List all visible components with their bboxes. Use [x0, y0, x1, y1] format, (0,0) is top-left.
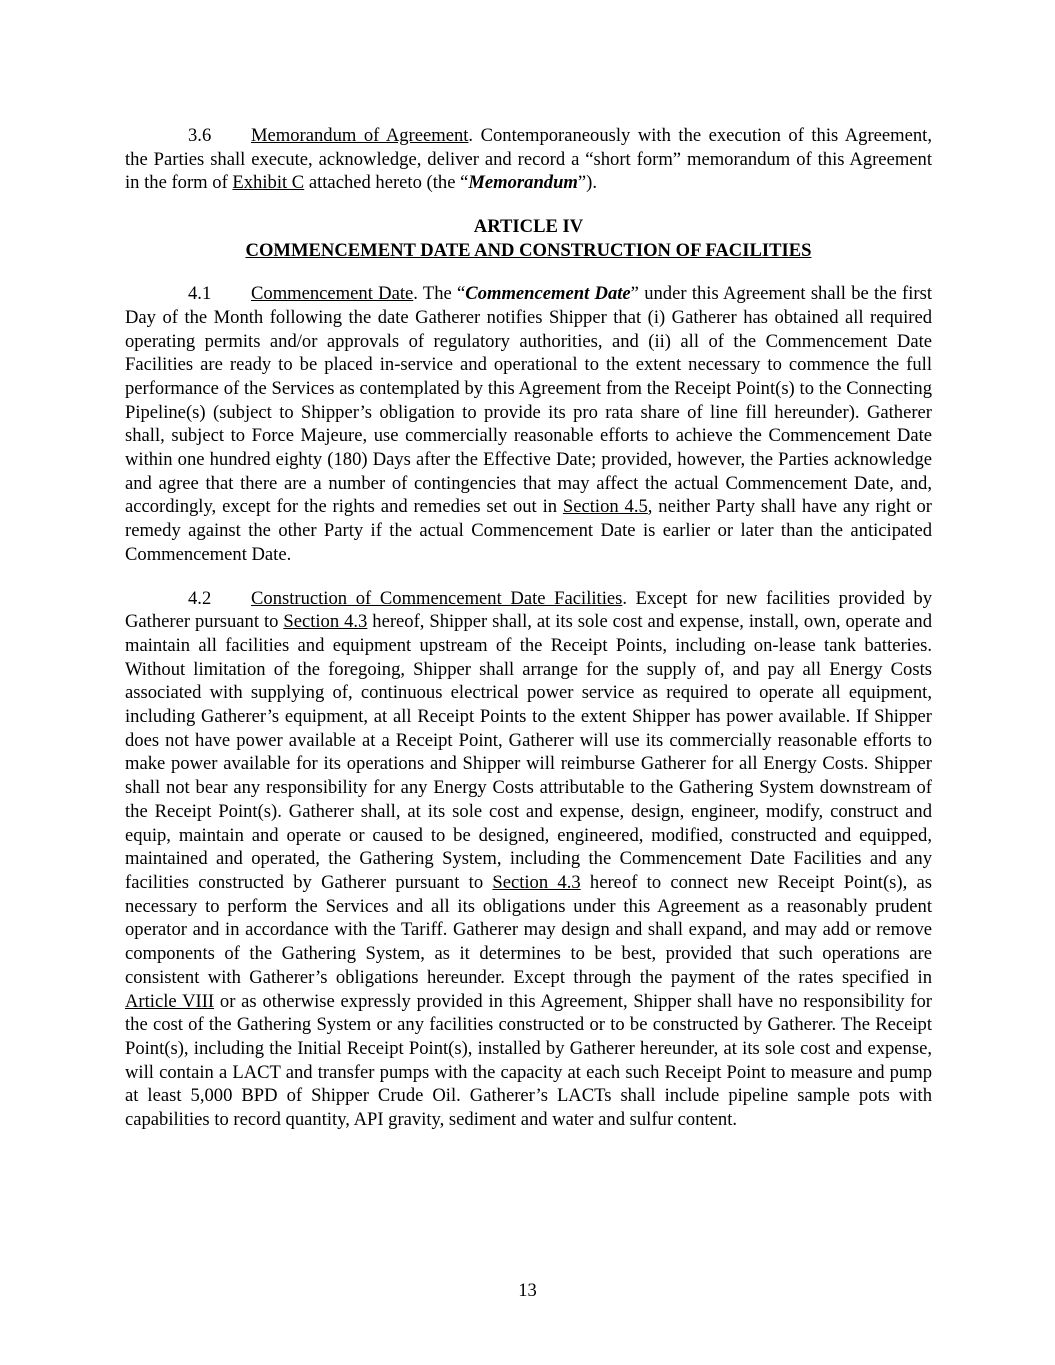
defined-term: Memorandum — [468, 172, 578, 194]
cross-reference-link[interactable]: Section 4.3 — [283, 611, 368, 633]
defined-term: Commencement Date — [465, 283, 631, 305]
section-text: or as otherwise expressly provided in this Agreement, Shipper shall have no responsibility for the cost of the Gathering System or any facilities constructed or to be constructed by Gatherer. The Receipt Point(s), including the Initial Receipt Point(s), installed by Gatherer hereunder, at its sole cost and expense, will contain a LACT and transfer pumps with the capacity at each such Receipt Point to measure and pump at least 5,000 BPD of Shipper Crude Oil. Gatherer’s LACTs shall include pipeline sample pots with capabilities to record quantity, API gravity, sediment and water and sulfur content. — [125, 990, 932, 1131]
section-3-6 — [125, 124, 932, 195]
article-heading — [125, 215, 932, 262]
document-page — [125, 124, 932, 1132]
section-heading: Commencement Date — [251, 283, 414, 305]
section-text: ”). — [577, 172, 597, 194]
section-text: hereof to connect new Receipt Point(s), as necessary to perform the Services and all its obligations under this Agreement as a reasonably prudent operator and in accordance with the Tariff. Gatherer may design and shall expand, and may add or remove components of the Gathering System, as it determines to be best, provided that such operations are consistent with Gatherer’s obligations hereunder. Except through the payment of the rates specified in — [125, 871, 932, 988]
section-text: . The “ — [413, 283, 466, 305]
section-number: 4.2 — [188, 587, 212, 609]
section-text: attached hereto (the “ — [304, 172, 469, 194]
section-number: 4.1 — [188, 283, 212, 305]
section-heading: Memorandum of Agreement — [251, 125, 469, 146]
section-text: , neither Party shall have any right or remedy against the other Party if the actual Commencement Date is earlier or later than the anticipated Commencement Date. — [125, 496, 932, 565]
cross-reference-link[interactable]: Exhibit C — [232, 172, 305, 194]
section-number: 3.6 — [188, 125, 212, 146]
section-text: hereof, Shipper shall, at its sole cost and expense, install, own, operate and maintain all facilities and equipment upstream of the Receipt Points, including on-lease tank batteries. Without limitation of the foregoing, Shipper shall arrange for the supply of, and pay all Energy Costs associated with supplying of, continuous electrical power service as required to operate all equipment, including Gatherer’s equipment, at all Receipt Points to the extent Shipper has power available. If Shipper does not have power available at a Receipt Point, Gatherer will use its commercially reasonable efforts to make power available for its operations and Shipper will reimburse Gatherer for all Energy Costs. Shipper shall not bear any responsibility for any Energy Costs attributable to the Gathering System downstream of the Receipt Point(s). Gatherer shall, at its sole cost and expense, design, engineer, modify, construct and equip, maintain and operate or caused to be designed, engineered, modified, constructed and equipped, maintained and operated, the Gathering System, including the Commencement Date Facilities and any facilities constructed by Gatherer pursuant to — [125, 611, 932, 893]
page-number: 13 — [518, 1280, 537, 1301]
cross-reference-link[interactable]: Section 4.3 — [492, 871, 581, 893]
section-text: ” under this Agreement shall be the first Day of the Month following the date Gatherer notifies Shipper that (i) Gatherer has obtained all required operating permits and/or approvals of regulatory authorities, and (ii) all of the Commencement Date Facilities are ready to be placed in-service and operational to the extent necessary to commence the full performance of the Services as contemplated by this Agreement from the Receipt Point(s) to the Connecting Pipeline(s) (subject to Shipper’s obligation to provide its pro rata share of line fill hereunder). Gatherer shall, subject to Force Majeure, use commercially reasonable efforts to achieve the Commencement Date within one hundred eighty (180) Days after the Effective Date; provided, however, the Parties acknowledge and agree that there are a number of contingencies that may affect the actual Commencement Date, and, accordingly, except for the rights and remedies set out in — [125, 283, 932, 518]
section-4-1 — [125, 282, 932, 566]
section-text: . Contemporaneously with the execution of this Agreement, the Parties shall execute, acknowledge, deliver and record a “short form” memorandum of this Agreement in the form of — [125, 125, 932, 194]
section-4-2 — [125, 587, 932, 1132]
cross-reference-link[interactable]: Article VIII — [125, 990, 215, 1012]
section-heading: Construction of Commencement Date Facilities — [251, 587, 623, 609]
section-text: . Except for new facilities provided by Gatherer pursuant to — [125, 587, 932, 633]
article-number: ARTICLE IV — [473, 216, 584, 238]
cross-reference-link[interactable]: Section 4.5 — [562, 496, 648, 518]
article-title: COMMENCEMENT DATE AND CONSTRUCTION OF FACILITIES — [245, 239, 812, 261]
